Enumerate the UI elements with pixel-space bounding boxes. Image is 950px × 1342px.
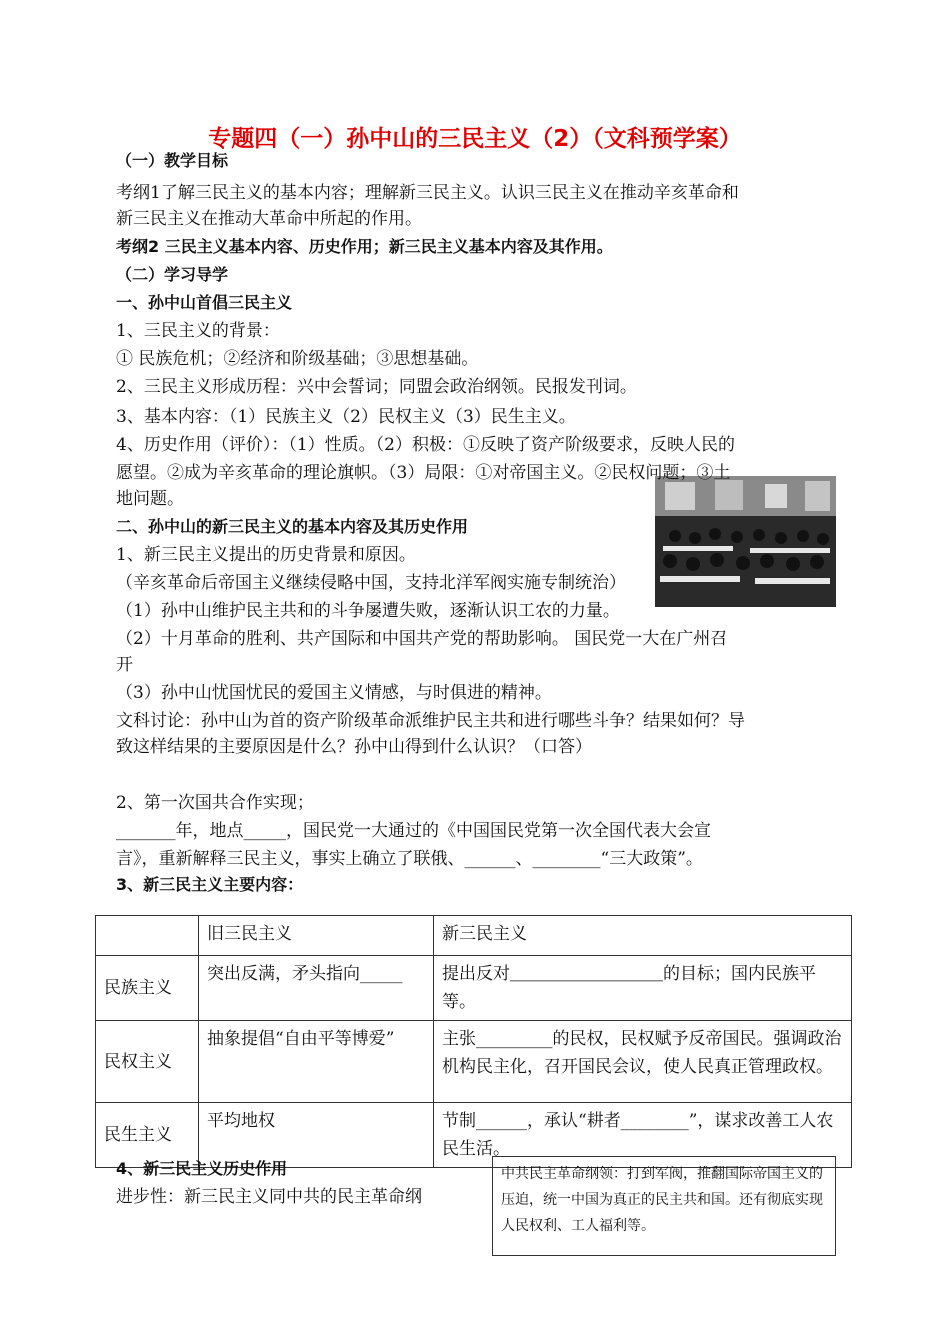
- table-row: [96, 1021, 852, 1103]
- text-line: 新三民主义在推动大革命中所起的作用。: [116, 209, 422, 229]
- text-line: 1、新三民主义提出的历史背景和原因。: [116, 545, 416, 565]
- table-cell: 节制______，承认“耕者________”，谋求改善工人农民生活。: [434, 1103, 852, 1168]
- text-line: 愿望。②成为辛亥革命的理论旗帜。（3）局限：①对帝国主义。②民权问题；③土: [116, 463, 731, 483]
- text-line: （二）学习导学: [116, 265, 229, 284]
- table-cell: [96, 916, 199, 956]
- section4-heading: 4、新三民主义历史作用: [116, 1159, 288, 1178]
- text-line: ① 民族危机；②经济和阶级基础；③思想基础。: [116, 349, 479, 369]
- text-line: 考纲1了解三民主义的基本内容；理解新三民主义。认识三民主义在推动辛亥革命和: [116, 183, 739, 203]
- table-cell: 民权主义: [96, 1021, 199, 1103]
- text-line: 开: [116, 655, 133, 675]
- table-row: [96, 956, 852, 1021]
- text-line: （一）教学目标: [116, 151, 229, 170]
- table-cell: 平均地权: [199, 1103, 434, 1168]
- text-line: 3、新三民主义主要内容：: [116, 875, 304, 894]
- table-cell: 提出反对＿＿＿＿＿＿＿＿＿的目标；国内民族平等。: [434, 956, 852, 1021]
- table-cell: 新三民主义: [434, 916, 852, 956]
- text-line: 2、第一次国共合作实现；: [116, 793, 314, 813]
- text-line: （2）十月革命的胜利、共产国际和中国共产党的帮助影响。 国民党一大在广州召: [116, 629, 728, 649]
- text-line: 地问题。: [116, 489, 184, 509]
- sidebar-note-box: [492, 1156, 836, 1256]
- comparison-table: [95, 915, 852, 1168]
- text-line: 4、历史作用（评价）：（1）性质。（2）积极：①反映了资产阶级要求，反映人民的: [116, 435, 735, 455]
- table-cell: 突出反满，矛头指向_____: [199, 956, 434, 1021]
- table-cell: 抽象提倡“自由平等博爱”: [199, 1021, 434, 1103]
- text-line: 言》，重新解释三民主义，事实上确立了联俄、______、________“三大政策”。: [116, 849, 703, 869]
- text-line: _______年，地点_____，国民党一大通过的《中国国民党第一次全国代表大会宣: [116, 821, 711, 841]
- text-line: 3、基本内容：（1）民族主义（2）民权主义（3）民生主义。: [116, 407, 576, 427]
- table-cell: 民生主义: [96, 1103, 199, 1168]
- note-text: 中共民主革命纲领：打到军阀，推翻国际帝国主义的压迫，统一中国为真正的民主共和国。还有彻底实现人民权利、工人福利等。: [501, 1166, 823, 1234]
- table-cell: 民族主义: [96, 956, 199, 1021]
- text-line: 致这样结果的主要原因是什么？孙中山得到什么认识？（口答）: [116, 737, 592, 757]
- text-line: （辛亥革命后帝国主义继续侵略中国，支持北洋军阀实施专制统治）: [116, 573, 626, 593]
- table-header-row: [96, 916, 852, 956]
- table-cell: 旧三民主义: [199, 916, 434, 956]
- text-line: （1）孙中山维护民主共和的斗争屡遭失败，逐渐认识工农的力量。: [116, 601, 620, 621]
- text-line: （3）孙中山忧国忧民的爱国主义情感，与时俱进的精神。: [116, 683, 552, 703]
- text-line: 文科讨论：孙中山为首的资产阶级革命派维护民主共和进行哪些斗争？结果如何？导: [116, 711, 745, 731]
- text-line: 二、孙中山的新三民主义的基本内容及其历史作用: [116, 517, 469, 536]
- page-title: 专题四（一）孙中山的三民主义（2）（文科预学案）: [208, 126, 742, 152]
- table-cell: 主张_________的民权，民权赋予反帝国民。强调政治机构民主化，召开国民会议，使人民真正管理政权。: [434, 1021, 852, 1103]
- text-line: 一、孙中山首倡三民主义: [116, 293, 293, 312]
- text-line: 考纲2 三民主义基本内容、历史作用；新三民主义基本内容及其作用。: [116, 237, 613, 256]
- historical-photo: [655, 476, 836, 607]
- text-line: 1、三民主义的背景：: [116, 321, 280, 341]
- text-line: 2、三民主义形成历程：兴中会誓词；同盟会政治纲领。民报发刊词。: [116, 377, 637, 397]
- meeting-hall-image: [655, 476, 836, 607]
- section4-text: 进步性：新三民主义同中共的民主革命纲: [116, 1187, 422, 1207]
